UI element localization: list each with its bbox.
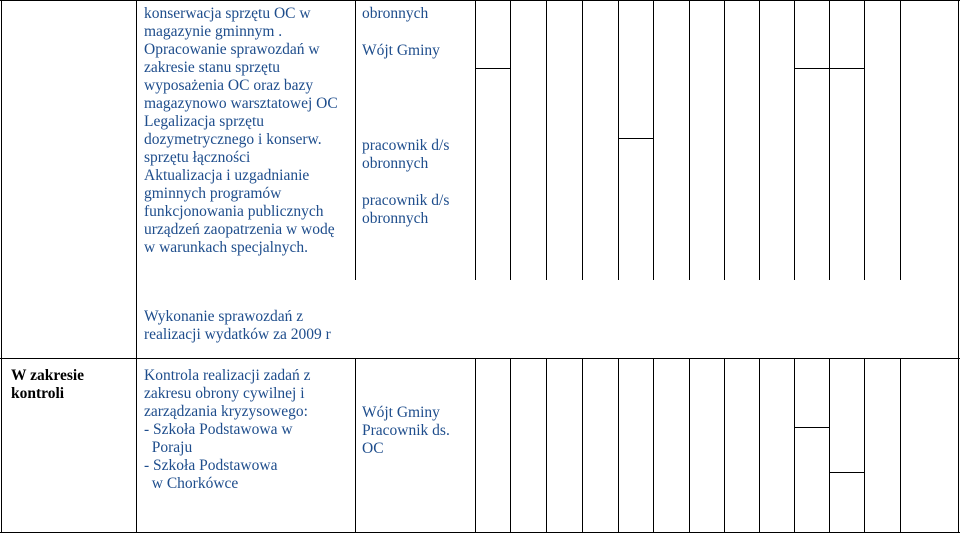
control-responsible: Pracownik ds. [362, 422, 450, 439]
column-divider [510, 358, 511, 533]
column-divider [900, 0, 901, 280]
task-line: Legalizacja sprzętu [144, 113, 265, 130]
task-line: dozymetrycznego i konserw. [144, 131, 322, 148]
control-task-line: Poraju [144, 439, 193, 456]
control-task-line: w Chorkówce [144, 475, 239, 492]
table-border-left [1, 0, 2, 533]
column-divider [653, 0, 654, 280]
column-divider [829, 0, 830, 280]
control-task-line: Kontrola realizacji zadań z [144, 367, 311, 384]
column-divider [759, 0, 760, 280]
task-line: konserwacja sprzętu OC w [144, 5, 311, 22]
task-line: magazynowo warsztatowej OC [144, 95, 338, 112]
control-task-line: - Szkoła Podstawowa [144, 457, 278, 474]
column-divider [475, 0, 476, 280]
task-line: zakresie stanu sprzętu [144, 59, 280, 76]
grid-mark [795, 427, 830, 428]
column-divider [759, 358, 760, 533]
column-divider [689, 358, 690, 533]
responsible-text: pracownik d/s [362, 137, 450, 154]
column-divider [546, 0, 547, 280]
control-responsible: OC [362, 440, 384, 457]
task-line: magazynie gminnym . [144, 23, 283, 40]
column-divider [355, 358, 356, 533]
report-line: realizacji wydatków za 2009 r [144, 326, 331, 343]
table-row-separator [0, 358, 960, 359]
task-line: wyposażenia OC oraz bazy [144, 77, 314, 94]
column-divider [864, 358, 865, 533]
table-border-bottom [0, 532, 960, 533]
column-divider [136, 0, 137, 533]
column-divider [794, 358, 795, 533]
control-task-line: zakresu obrony cywilnej i [144, 385, 305, 402]
column-divider [582, 358, 583, 533]
responsible-text: pracownik d/s [362, 192, 450, 209]
control-responsible: Wójt Gminy [362, 404, 440, 421]
task-line: urządzeń zaopatrzenia w wodę [144, 221, 335, 238]
section-label: W zakresie [11, 367, 85, 384]
column-divider [618, 358, 619, 533]
column-divider [510, 0, 511, 280]
column-divider [582, 0, 583, 280]
task-line: Aktualizacja i uzgadnianie [144, 167, 310, 184]
column-divider [864, 0, 865, 280]
control-task-line: zarządzania kryzysowego: [144, 403, 308, 420]
responsible-text: obronnych [362, 210, 429, 227]
column-divider [355, 0, 356, 280]
responsible-text: Wójt Gminy [362, 42, 440, 59]
report-line: Wykonanie sprawozdań z [144, 308, 304, 325]
grid-mark [795, 68, 865, 69]
table-border-right [958, 0, 959, 533]
column-divider [475, 358, 476, 533]
column-divider [546, 358, 547, 533]
column-divider [618, 0, 619, 280]
responsible-text: obronnych [362, 155, 429, 172]
column-divider [724, 358, 725, 533]
column-divider [794, 0, 795, 280]
grid-mark [830, 472, 865, 473]
column-divider [900, 358, 901, 533]
task-line: sprzętu łączności [144, 149, 251, 166]
column-divider [829, 358, 830, 533]
column-divider [653, 358, 654, 533]
control-task-line: - Szkoła Podstawowa w [144, 421, 293, 438]
table-border-top [0, 0, 960, 1]
task-line: gminnych programów [144, 185, 282, 202]
responsible-text: obronnych [362, 5, 429, 22]
column-divider [689, 0, 690, 280]
column-divider [724, 0, 725, 280]
task-line: Opracowanie sprawozdań w [144, 41, 320, 58]
task-line: w warunkach specjalnych. [144, 239, 308, 256]
task-line: funkcjonowania publicznych [144, 203, 324, 220]
grid-mark [618, 138, 654, 139]
grid-mark [476, 68, 510, 69]
section-label: kontroli [11, 385, 65, 402]
